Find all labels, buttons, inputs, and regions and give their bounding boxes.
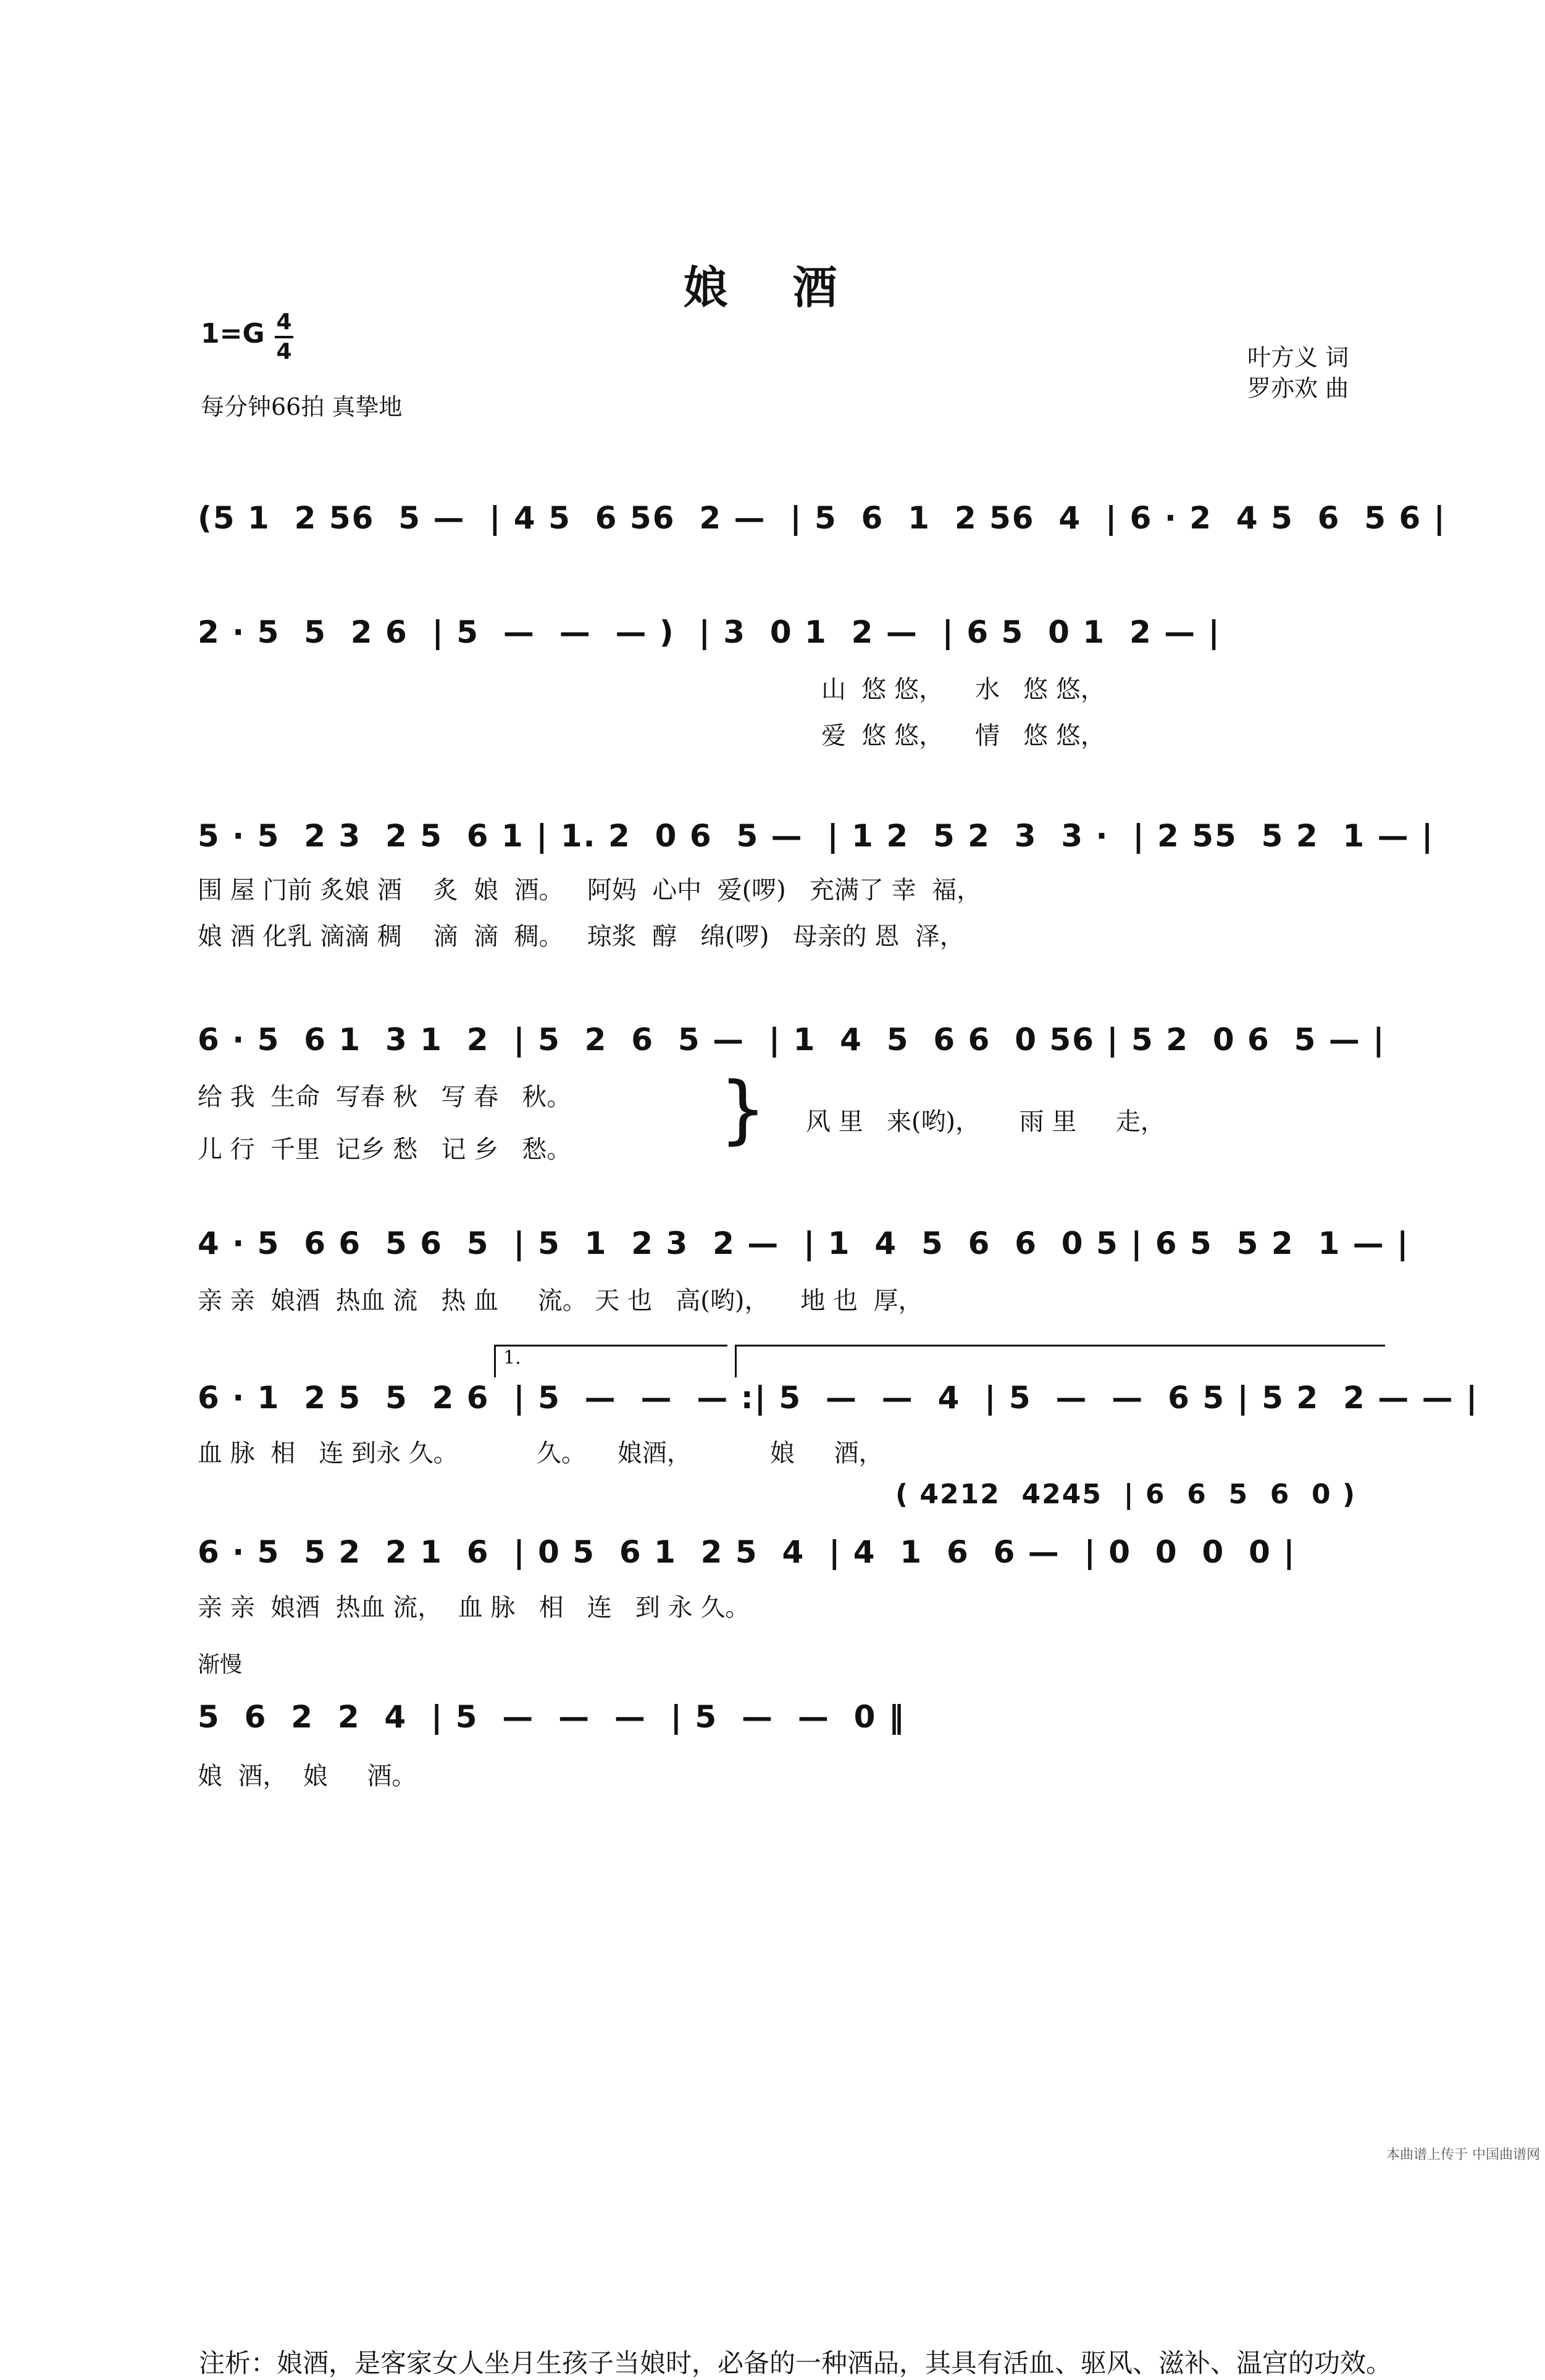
notation-line-4: 6 · 5 6 1 3 1 2 | 5 2 6 5 — | 1 4 5 6 6 0 56 | 5 2 0 6 5 — |: [198, 1022, 1386, 1058]
lyric-line-4a: 给 我 生命 写春 秋 写 春 秋。: [198, 1083, 572, 1111]
key-signature: 1=G: [201, 318, 265, 349]
notation-line-7: 6 · 5 5 2 2 1 6 | 0 5 6 1 2 5 4 | 4 1 6 6 — | 0 0 0 0 |: [198, 1534, 1296, 1570]
lyric-line-7: 亲 亲 娘酒 热血 流， 血 脉 相 连 到 永 久。: [198, 1593, 750, 1622]
notation-line-2: 2 · 5 5 2 6 | 5 — — — ) | 3 0 1 2 — | 6 5 0 1 2 — |: [198, 614, 1221, 650]
annotation-note: 注析：娘酒，是客家女人坐月生孩子当娘时，必备的一种酒品，其具有活血、驱风、滋补、温宫的功效。: [199, 2348, 1392, 2378]
notation-line-1: (5 1 2 56 5 — | 4 5 6 56 2 — | 5 6 1 2 56 4 | 6 · 2 4 5 6 5 6 |: [198, 500, 1446, 536]
notation-line-5: 4 · 5 6 6 5 6 5 | 5 1 2 3 2 — | 1 4 5 6 6 0 5 | 6 5 5 2 1 — |: [198, 1225, 1410, 1261]
time-signature: [275, 309, 293, 365]
composer-credit: 罗亦欢 曲: [1247, 375, 1349, 402]
lyric-line-2a: 山 悠 悠， 水 悠 悠，: [821, 675, 1105, 704]
lyric-line-4-right: 风 里 来(哟)， 雨 里 走，: [806, 1108, 1165, 1136]
accompaniment-line-7: ( 4212 4245 | 6 6 5 6 0 ): [895, 1479, 1357, 1510]
lyric-line-4b: 儿 行 千里 记乡 愁 记 乡 愁。: [198, 1135, 572, 1164]
volta-label: 1.: [503, 1347, 521, 1369]
lyric-line-6: 血 脉 相 连 到永 久。 久。 娘酒， 娘 酒，: [198, 1439, 884, 1468]
ritardando-marking: 渐慢: [198, 1652, 243, 1677]
tempo-marking: 每分钟66拍 真挚地: [201, 393, 403, 420]
lyricist-credit: 叶方义 词: [1247, 344, 1349, 371]
volta-bracket-2: [735, 1345, 1385, 1377]
notation-line-3: 5 · 5 2 3 2 5 6 1 | 1. 2 0 6 5 — | 1 2 5 2 3 3 · | 2 55 5 2 1 — |: [198, 818, 1434, 854]
notation-line-8: 5 6 2 2 4 | 5 — — — | 5 — — 0 ‖: [198, 1699, 905, 1735]
notation-line-6: 6 · 1 2 5 5 2 6 | 5 — — — :| 5 — — 4 | 5 — — 6 5 | 5 2 2 — — |: [198, 1380, 1479, 1416]
lyric-line-8: 娘 酒， 娘 酒。: [198, 1762, 417, 1790]
time-top: 4: [276, 309, 292, 335]
lyric-brace: }: [719, 1067, 767, 1153]
page-title: 娘 酒: [683, 261, 862, 314]
lyric-line-3b: 娘 酒 化乳 滴滴 稠 滴 滴 稠。 琼浆 醇 绵(啰) 母亲的 恩 泽，: [198, 922, 965, 951]
lyric-line-2b: 爱 悠 悠， 情 悠 悠，: [821, 722, 1105, 750]
time-bottom: 4: [276, 339, 292, 364]
source-watermark: 本曲谱上传于 中国曲谱网: [1386, 2147, 1540, 2163]
volta-bracket-1: [494, 1345, 727, 1377]
lyric-line-3a: 围 屋 门前 炙娘 酒 炙 娘 酒。 阿妈 心中 爱(啰) 充满了 幸 福，: [198, 876, 982, 904]
lyric-line-5: 亲 亲 娘酒 热血 流 热 血 流。 天 也 高(哟)， 地 也 厚，: [198, 1287, 923, 1315]
